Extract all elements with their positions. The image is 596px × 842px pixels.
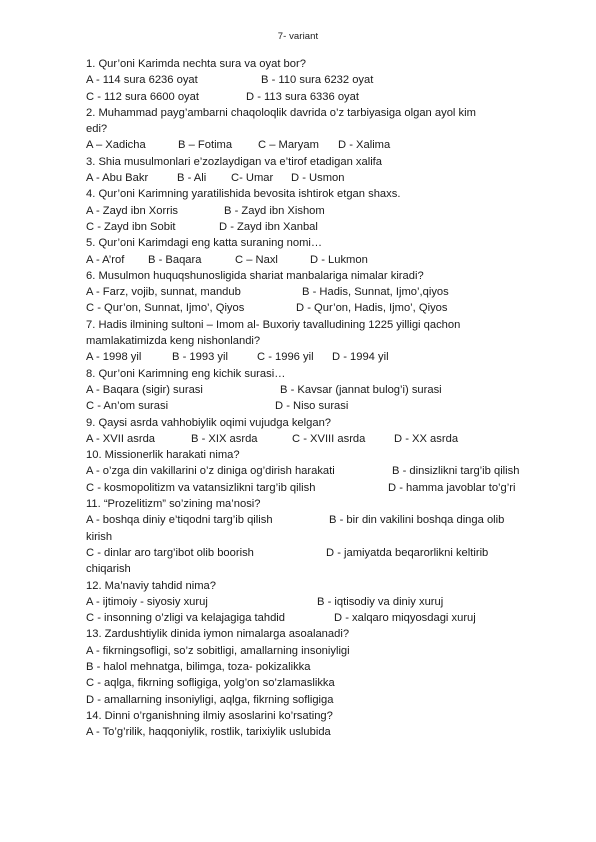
answer-line: D - amallarning insoniyligi, aqlga, fikrning sofligiga	[86, 693, 334, 706]
answer-option: D - xalqaro miqyosdagi xuruj	[334, 612, 476, 625]
answer-option: B - bir din vakilini boshqa dinga olib	[329, 514, 505, 527]
answer-options-row	[86, 431, 546, 447]
answer-option: B - 1993 yil	[172, 351, 228, 364]
question-line: 10. Missionerlik harakati nima?	[86, 449, 240, 462]
question-line: 11. “Prozelitizm” so’zining ma’nosi?	[86, 498, 261, 511]
answer-option: C - 1996 yil	[257, 351, 314, 364]
answer-line: C - aqlga, fikrning sofligiga, yolg’on so’zlamaslikka	[86, 677, 335, 690]
answer-option: D - XX asrda	[394, 432, 459, 445]
answer-option: C - 112 sura 6600 oyat	[86, 90, 199, 103]
answer-option: B - Ali	[177, 172, 207, 185]
answer-option: B - Baqara	[148, 253, 202, 266]
answer-option: C - kosmopolitizm va vatansizlikni targ’ib qilish	[86, 481, 316, 494]
question-line: 9. Qaysi asrda vahhobiylik oqimi vujudga kelgan?	[86, 416, 332, 429]
answer-options-row	[86, 594, 546, 610]
question-line: 8. Qur’oni Karimning eng kichik surasi…	[86, 367, 286, 380]
answer-option: C – Naxl	[235, 253, 278, 266]
answer-options-row	[86, 203, 546, 219]
question-line: 13. Zardushtiylik dinida iymon nimalarga asoalanadi?	[86, 628, 350, 641]
question-line: 2. Muhammad payg’ambarni chaqoloqlik davrida o’z tarbiyasiga olgan ayol kim	[86, 106, 476, 119]
answer-option: A - XVII asrda	[86, 432, 156, 445]
answer-line: kirish	[86, 530, 113, 543]
answer-options-row	[86, 463, 546, 479]
answer-options-row	[86, 398, 546, 414]
answer-line: chiqarish	[86, 563, 131, 576]
answer-option: A - Farz, vojib, sunnat, mandub	[86, 286, 241, 299]
answer-options-row	[86, 512, 546, 528]
question-line: 4. Qur’oni Karimning yaratilishida bevosita ishtirok etgan shaxs.	[86, 188, 401, 201]
page-header: 7- variant	[277, 31, 319, 42]
answer-option: D - Usmon	[291, 172, 345, 185]
answer-option: C – Maryam	[258, 139, 319, 152]
question-line: 12. Ma’naviy tahdid nima?	[86, 579, 216, 592]
answer-option: A - Abu Bakr	[86, 172, 149, 185]
answer-option: A - o’zga din vakillarini o’z diniga og’dirish harakati	[86, 465, 335, 478]
answer-option: D - 1994 yil	[332, 351, 389, 364]
question-line: 3. Shia musulmonlari e’zozlaydigan va e’tirof etadigan xalifa	[86, 155, 383, 168]
answer-option: B - dinsizlikni targ’ib qilish	[392, 465, 520, 478]
question-line: 14. Dinni o’rganishning ilmiy asoslarini ko’rsating?	[86, 709, 333, 722]
answer-option: A - Zayd ibn Xorris	[86, 204, 179, 217]
answer-options-row	[86, 545, 546, 561]
answer-option: C - insonning o’zligi va kelajagiga tahdid	[86, 612, 286, 625]
answer-option: C - Qur’on, Sunnat, Ijmo’, Qiyos	[86, 302, 245, 315]
answer-line: A - To’g’rilik, haqqoniylik, rostlik, tarixiylik uslubida	[86, 726, 331, 739]
answer-options-row	[86, 219, 546, 235]
answer-option: B - Hadis, Sunnat, Ijmo’,qiyos	[302, 286, 449, 299]
answer-option: B - Kavsar (jannat bulog’i) surasi	[280, 383, 442, 396]
answer-options-row	[86, 480, 546, 496]
answer-line: B - halol mehnatga, bilimga, toza- pokizalikka	[86, 660, 311, 673]
answer-options-row	[86, 89, 546, 105]
answer-options-row	[86, 610, 546, 626]
question-line: 7. Hadis ilmining sultoni – Imom al- Buxoriy tavalludining 1225 yilligi qachon	[86, 318, 461, 331]
answer-line: edi?	[86, 123, 108, 136]
answer-line: mamlakatimizda keng nishonlandi?	[86, 335, 261, 348]
question-line: 6. Musulmon huquqshunosligida shariat manbalariga nimalar kiradi?	[86, 269, 424, 282]
answer-option: C - Zayd ibn Sobit	[86, 220, 176, 233]
answer-options-row	[86, 284, 546, 300]
answer-options-row	[86, 382, 546, 398]
answer-option: C - dinlar aro targ’ibot olib boorish	[86, 546, 254, 559]
test-questions	[86, 56, 546, 740]
answer-option: C - XVIII asrda	[292, 432, 366, 445]
answer-option: D - Zayd ibn Xanbal	[219, 220, 318, 233]
answer-option: A - 1998 yil	[86, 351, 142, 364]
answer-options-row	[86, 137, 546, 153]
answer-options-row	[86, 300, 546, 316]
answer-option: D - Niso surasi	[275, 400, 349, 413]
answer-option: A - ijtimoiy - siyosiy xuruj	[86, 595, 208, 608]
question-line: 5. Qur’oni Karimdagi eng katta suraning nomi…	[86, 237, 323, 250]
answer-option: A – Xadicha	[86, 139, 146, 152]
answer-options-row	[86, 349, 546, 365]
answer-option: A - A’rof	[86, 253, 125, 266]
answer-option: D - jamiyatda beqarorlikni keltirib	[326, 546, 489, 559]
answer-option: A - 114 sura 6236 oyat	[86, 74, 198, 87]
answer-options-row	[86, 252, 546, 268]
answer-options-row	[86, 72, 546, 88]
answer-option: B - 110 sura 6232 oyat	[261, 74, 374, 87]
answer-option: C- Umar	[231, 172, 274, 185]
answer-option: B - iqtisodiy va diniy xuruj	[317, 595, 444, 608]
question-line: 1. Qur’oni Karimda nechta sura va oyat bor?	[86, 58, 306, 70]
answer-option: B - Zayd ibn Xishom	[224, 204, 325, 217]
answer-option: D - 113 sura 6336 oyat	[246, 90, 359, 103]
answer-option: D - Lukmon	[310, 253, 368, 266]
answer-option: D - Xalima	[338, 139, 391, 152]
answer-option: A - boshqa diniy e’tiqodni targ’ib qilish	[86, 514, 273, 527]
answer-option: D - hamma javoblar to’g’ri	[388, 481, 516, 494]
answer-options-row	[86, 170, 546, 186]
answer-option: D - Qur’on, Hadis, Ijmo’, Qiyos	[296, 302, 448, 315]
answer-option: A - Baqara (sigir) surasi	[86, 383, 203, 396]
answer-line: A - fikrningsofligi, so’z sobitligi, amallarning insoniyligi	[86, 644, 350, 657]
answer-option: C - An’om surasi	[86, 400, 169, 413]
answer-option: B – Fotima	[178, 139, 233, 152]
answer-option: B - XIX asrda	[191, 432, 258, 445]
